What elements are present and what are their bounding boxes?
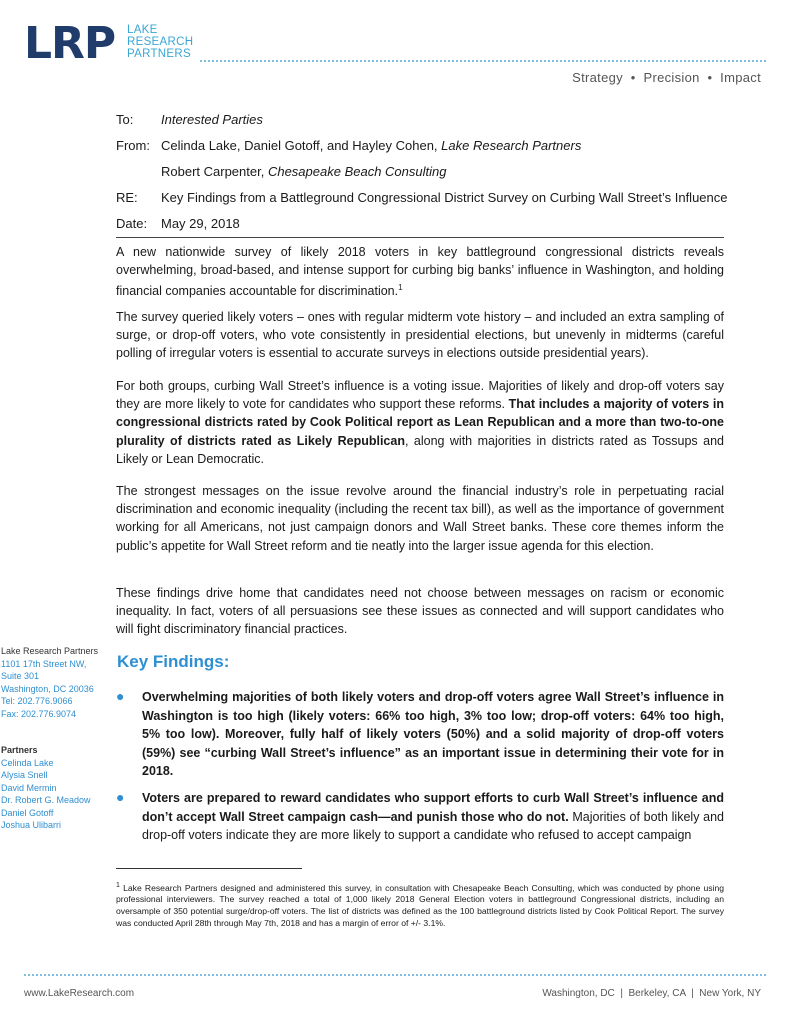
tagline-item: Precision (643, 70, 700, 85)
paragraph-conclusion (116, 584, 724, 639)
finding-text (142, 789, 724, 845)
paragraph-text: , along with majorities in districts rated as Tossups and Likely or Lean Democratic. (116, 433, 724, 466)
bullet-icon: ● (116, 688, 125, 704)
sidebar-address-line: Suite 301 (1, 671, 40, 681)
footnote-text: Lake Research Partners designed and administered this survey, in consultation with Chesapeake Beach Consulting, which was conducted by phone using professional interviewers. The survey reached a total of 1,000 likely 2018 General Election voters in battleground Congressional districts, including an oversample of 350 potential surge/drop-off voters. The list of districts was defined as the 100 battleground districts listed by Cook Political Report. The survey was conducted April 28th through May 7th, 2018 and has a margin of error of +/- 3.1%. (116, 882, 725, 928)
sidebar-phone: Tel: 202.776.9066 (1, 696, 73, 706)
header-divider (200, 60, 766, 62)
memo-from-names: Celinda Lake, Daniel Gotoff, and Hayley Cohen, (161, 138, 442, 153)
footer-cities (542, 988, 761, 999)
tagline-item: Impact (720, 70, 761, 85)
sidebar-partner: Alysia Snell (1, 770, 48, 780)
sidebar-partner: David Mermin (1, 782, 57, 793)
memo-from-org: Lake Research Partners (441, 138, 582, 153)
paragraph-text: The survey queried likely voters – ones with regular midterm vote history – and included an extra sampling of surge, or drop-off voters, who vote consistently in presidential elections, but unevenly in midterms (careful polling of irregular voters is essential to accurate surveys in elections outside presidential years). (116, 310, 724, 361)
sidebar-contact (1, 645, 115, 832)
footer-separator: | (691, 988, 694, 999)
key-findings-heading: Key Findings: (117, 652, 230, 671)
footnote-ref: 1 (398, 283, 403, 293)
sidebar-fax: Fax: 202.776.9074 (1, 708, 77, 719)
finding-text: Overwhelming majorities of both likely voters and drop-off voters agree Wall Street’s influence in Washington is too high (likely voters: 66% too high, 3% too low; drop-off voters: 64% too high, 5% too low). Moreover, fully half of likely voters (50%) and a solid majority of drop-off voters (59%) see “curbing Wall Street’s influence” as an important issue in determining their vote for in 2018. (142, 690, 724, 778)
logo-name (127, 24, 193, 60)
footnote (116, 880, 724, 929)
sidebar-partner: Daniel Gotoff (1, 807, 54, 818)
memo-from-value (161, 138, 581, 154)
finding-bullet-2 (116, 789, 724, 845)
bullet-icon: ● (116, 789, 125, 805)
logo-name-line: PARTNERS (127, 48, 191, 60)
paragraph-voting-issue (116, 377, 724, 468)
paragraph-intro (116, 243, 724, 301)
footer-divider (24, 974, 766, 976)
paragraph-text: A new nationwide survey of likely 2018 voters in key battleground congressional districts reveals overwhelming, broad-based, and intense support for curbing big banks’ influence in Washington, and holding financial companies accountable for discrimination. (116, 245, 724, 299)
footer-separator: | (620, 988, 623, 999)
memo-re-value: Key Findings from a Battleground Congressional District Survey on Curbing Wall Street’s Influence (161, 190, 728, 205)
paragraph-method (116, 308, 724, 363)
sidebar-org: Lake Research Partners (1, 646, 99, 656)
sidebar-partner: Celinda Lake (1, 757, 54, 768)
memo-date-label: Date: (116, 216, 148, 231)
footnote-rule (116, 868, 302, 869)
paragraph-text: For both groups, curbing Wall Street’s influence is a voting issue. Majorities of likely and drop-off voters say they are more likely to vote for candidates who support these reforms. (116, 379, 724, 412)
paragraph-messages (116, 482, 724, 555)
sidebar-address-line: 1101 17th Street NW, (1, 658, 87, 669)
tagline-separator: • (707, 70, 713, 85)
finding-emphasis: Voters are prepared to reward candidates who support efforts to curb Wall Street’s influence and don’t accept Wall Street campaign cash—and punish those who do not. (142, 791, 724, 824)
memo-to-value: Interested Parties (161, 112, 263, 127)
paragraph-text: These findings drive home that candidates need not choose between messages on racism or economic inequality. In fact, voters of all persuasions see these issues as connected and will support candidates who will fight discriminatory financial practices. (116, 586, 724, 637)
logo-name-line: LAKE (127, 24, 158, 36)
footer-website-link[interactable]: www.LakeResearch.com (24, 988, 135, 999)
memo-from-names: Robert Carpenter, (161, 164, 268, 179)
memo-from-value-2 (161, 164, 446, 180)
memo-re-label: RE: (116, 190, 138, 205)
paragraph-emphasis: That includes a majority of voters in congressional districts rated by Cook Political report as Lean Republican and a more than two-to-one plurality of districts rated as Likely Republican (116, 397, 724, 448)
footnote-number: 1 (116, 882, 120, 889)
footer-city: Berkeley, CA (628, 988, 686, 999)
memo-rule (116, 237, 724, 238)
paragraph-text: The strongest messages on the issue revolve around the financial industry’s role in perpetuating racial discrimination and economic inequality (including the recent tax bill), as well as the importance of government working for all Americans, not just campaign donors and Wall Street banks. These core themes inform the public’s appetite for Wall Street reform and tie neatly into the larger issue agenda for this election. (116, 484, 724, 553)
memo-date-value: May 29, 2018 (161, 216, 240, 231)
tagline (572, 70, 761, 85)
tagline-separator: • (630, 70, 636, 85)
finding-bullet-1 (116, 688, 724, 781)
sidebar-address-line: Washington, DC 20036 (1, 683, 94, 694)
finding-rest: Majorities of both likely and drop-off voters indicate they are more likely to support a candidate who refused to accept campaign (142, 809, 724, 842)
logo-mark: LRP (24, 18, 116, 69)
footer-city: New York, NY (699, 988, 761, 999)
memo-from-label: From: (116, 138, 150, 153)
sidebar-partner: Dr. Robert G. Meadow (1, 795, 91, 805)
sidebar-partners-label: Partners (1, 745, 38, 755)
sidebar-partner: Joshua Ulibarri (1, 820, 62, 830)
footer-city: Washington, DC (542, 988, 615, 999)
memo-from-org: Chesapeake Beach Consulting (267, 164, 447, 179)
memo-to-label: To: (116, 112, 134, 127)
tagline-item: Strategy (572, 70, 623, 85)
logo-name-line: RESEARCH (127, 36, 194, 48)
